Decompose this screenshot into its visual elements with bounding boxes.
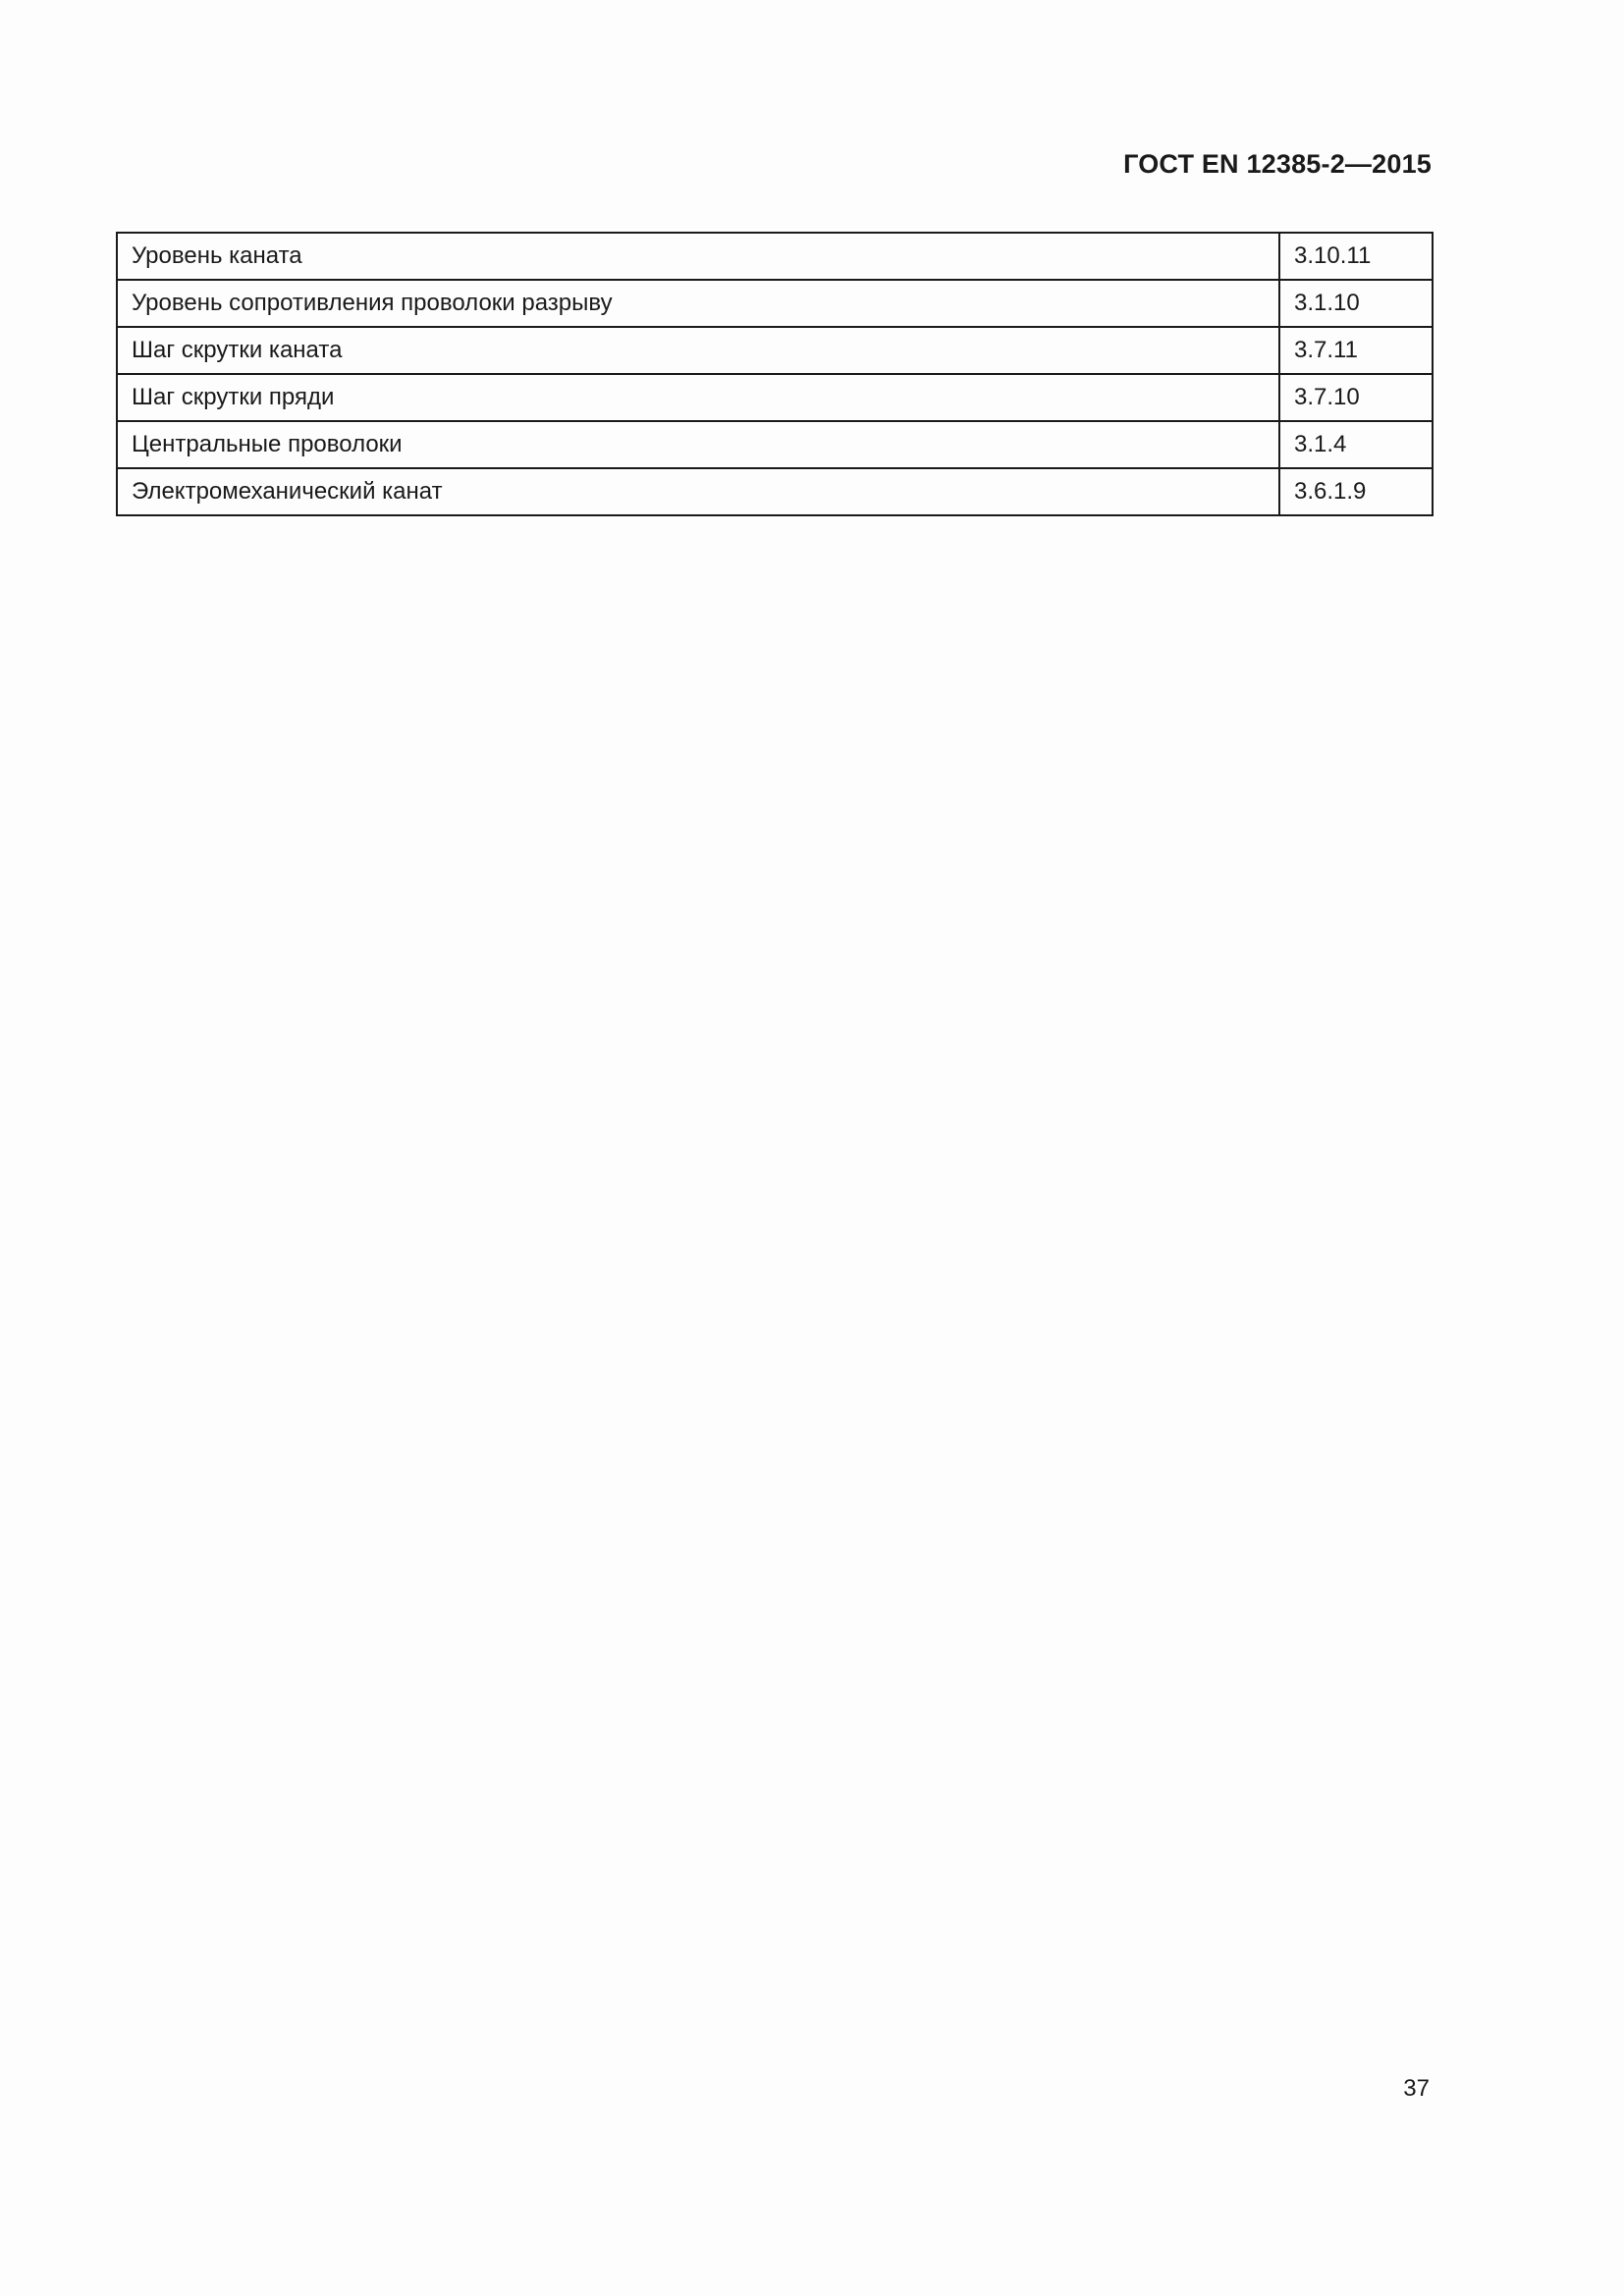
table-row (117, 327, 1433, 374)
reference-cell: 3.10.11 (1279, 233, 1433, 280)
term-cell: Уровень сопротивления проволоки разрыву (117, 280, 1279, 327)
table-row (117, 421, 1433, 468)
page-number: 37 (1403, 2075, 1430, 2102)
table-row (117, 280, 1433, 327)
reference-cell: 3.6.1.9 (1279, 468, 1433, 515)
table-row (117, 468, 1433, 515)
reference-cell: 3.1.4 (1279, 421, 1433, 468)
table-row (117, 374, 1433, 421)
reference-cell: 3.1.10 (1279, 280, 1433, 327)
term-cell: Шаг скрутки пряди (117, 374, 1279, 421)
term-cell: Уровень каната (117, 233, 1279, 280)
term-cell: Электромеханический канат (117, 468, 1279, 515)
table-row (117, 233, 1433, 280)
reference-cell: 3.7.11 (1279, 327, 1433, 374)
document-code-header: ГОСТ EN 12385-2—2015 (1123, 149, 1432, 179)
term-index-table (116, 232, 1434, 516)
reference-cell: 3.7.10 (1279, 374, 1433, 421)
term-cell: Шаг скрутки каната (117, 327, 1279, 374)
term-cell: Центральные проволоки (117, 421, 1279, 468)
